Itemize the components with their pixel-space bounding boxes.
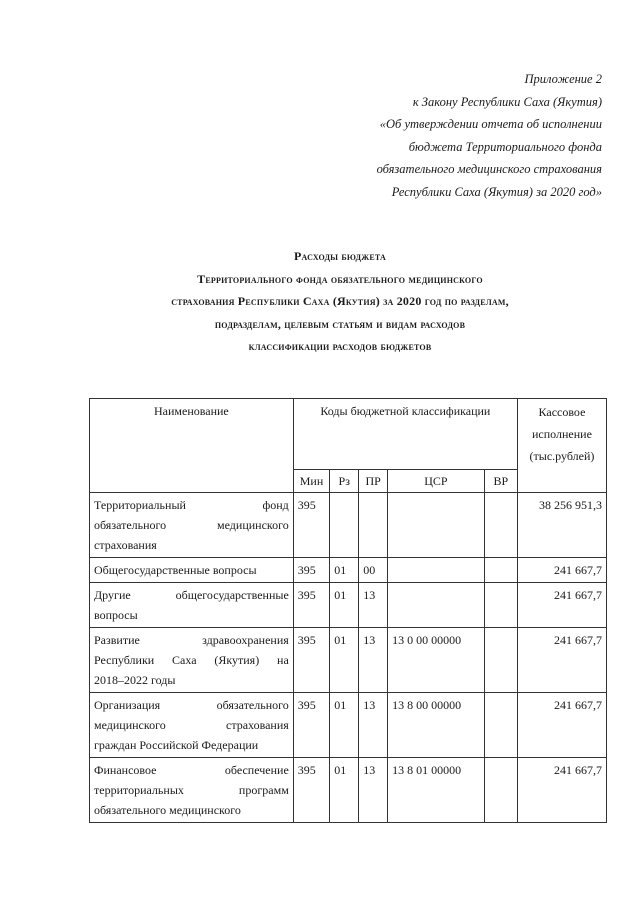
row-name-line: территориальных программ — [94, 783, 289, 797]
table-row — [90, 693, 607, 758]
row-min: 395 — [293, 558, 329, 583]
header-pr: ПР — [359, 470, 388, 493]
row-csr — [388, 493, 485, 558]
row-rz — [330, 493, 359, 558]
header-vr: ВР — [484, 470, 517, 493]
row-csr: 13 8 01 00000 — [388, 758, 485, 823]
row-rz: 01 — [330, 558, 359, 583]
table-row — [90, 628, 607, 693]
row-sum: 241 667,7 — [517, 693, 606, 758]
row-vr — [484, 558, 517, 583]
row-rz: 01 — [330, 758, 359, 823]
row-sum: 38 256 951,3 — [517, 493, 606, 558]
row-name — [90, 693, 294, 758]
row-min: 395 — [293, 493, 329, 558]
row-pr: 13 — [359, 693, 388, 758]
title-line: классификации расходов бюджетов — [248, 339, 432, 353]
row-rz: 01 — [330, 628, 359, 693]
appendix-header — [242, 68, 602, 203]
row-name-line: медицинского страхования — [94, 718, 289, 732]
appendix-line: Приложение 2 — [524, 72, 602, 86]
appendix-line: Республики Саха (Якутия) за 2020 год» — [391, 184, 602, 199]
row-rz: 01 — [330, 583, 359, 628]
row-name — [90, 583, 294, 628]
header-sum-line: Кассовое — [538, 405, 586, 419]
row-name — [90, 558, 294, 583]
row-pr: 13 — [359, 628, 388, 693]
row-vr — [484, 628, 517, 693]
row-name — [90, 628, 294, 693]
row-name-line: обязательного медицинского — [94, 518, 289, 532]
row-name-line: Общегосударственные вопросы — [94, 563, 257, 577]
header-csr: ЦСР — [388, 470, 485, 493]
row-sum: 241 667,7 — [517, 583, 606, 628]
row-vr — [484, 583, 517, 628]
appendix-line: обязательного медицинского страхования — [376, 162, 602, 176]
row-pr: 13 — [359, 583, 388, 628]
row-min: 395 — [293, 628, 329, 693]
row-pr — [359, 493, 388, 558]
row-pr: 13 — [359, 758, 388, 823]
appendix-line: бюджета Территориального фонда — [408, 139, 602, 154]
appendix-line: «Об утверждении отчета об исполнении — [379, 117, 602, 131]
row-rz: 01 — [330, 693, 359, 758]
row-sum: 241 667,7 — [517, 758, 606, 823]
header-sum-line: исполнение — [532, 427, 592, 441]
row-name-line: Территориальный фонд — [94, 498, 289, 512]
row-name-line: 2018–2022 годы — [94, 673, 176, 687]
row-name-line: обязательного медицинского — [94, 803, 241, 817]
row-vr — [484, 758, 517, 823]
document-title — [60, 245, 620, 358]
row-csr: 13 0 00 00000 — [388, 628, 485, 693]
row-min: 395 — [293, 693, 329, 758]
title-line: Расходы бюджета — [294, 249, 386, 263]
row-name-line: Финансовое обеспечение — [94, 763, 289, 777]
title-line: Территориального фонда обязательного медицинского — [197, 271, 483, 286]
row-pr: 00 — [359, 558, 388, 583]
header-sum-line: (тыс.рублей) — [529, 449, 595, 463]
row-csr — [388, 558, 485, 583]
row-csr: 13 8 00 00000 — [388, 693, 485, 758]
title-line: подразделам, целевым статьям и видам расходов — [214, 316, 466, 331]
row-name-line: Развитие здравоохранения — [94, 633, 289, 647]
expenses-table — [89, 398, 607, 823]
table-row — [90, 493, 607, 558]
row-name-line: Республики Саха (Якутия) на — [94, 653, 289, 667]
row-name-line: вопросы — [94, 608, 138, 622]
row-name-line: Организация обязательного — [94, 698, 289, 712]
row-name-line: страхования — [94, 538, 157, 552]
row-name-line: граждан Российской Федерации — [94, 738, 259, 752]
table-body — [90, 493, 607, 823]
header-sum — [517, 399, 606, 493]
appendix-line: к Закону Республики Саха (Якутия) — [412, 94, 602, 109]
row-min: 395 — [293, 758, 329, 823]
header-min: Мин — [293, 470, 329, 493]
row-vr — [484, 693, 517, 758]
row-vr — [484, 493, 517, 558]
table-row — [90, 558, 607, 583]
row-sum: 241 667,7 — [517, 628, 606, 693]
row-name — [90, 758, 294, 823]
header-codes: Коды бюджетной классификации — [293, 399, 517, 470]
row-name — [90, 493, 294, 558]
title-line: страхования Республики Саха (Якутия) за 2020 год по разделам, — [171, 294, 509, 308]
table-row — [90, 758, 607, 823]
row-min: 395 — [293, 583, 329, 628]
row-csr — [388, 583, 485, 628]
header-name: Наименование — [90, 399, 294, 493]
header-rz: Рз — [330, 470, 359, 493]
row-sum: 241 667,7 — [517, 558, 606, 583]
row-name-line: Другие общегосударственные — [94, 588, 289, 602]
table-row — [90, 583, 607, 628]
